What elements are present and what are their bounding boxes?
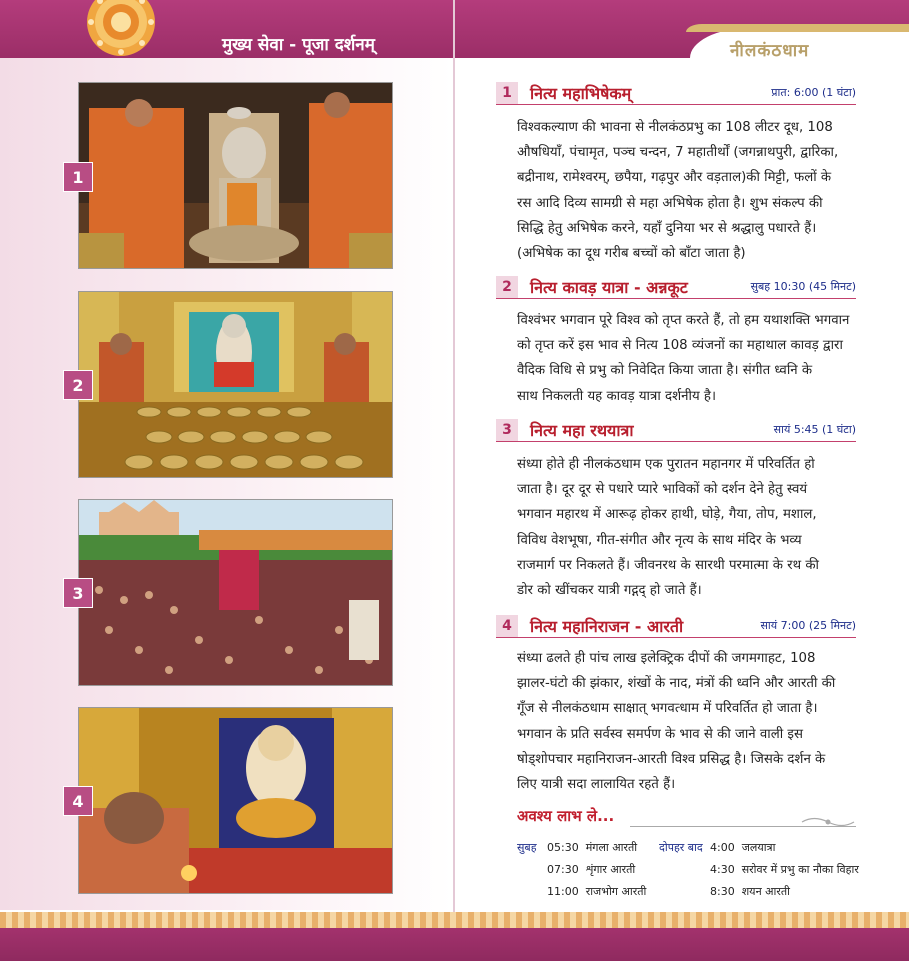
- section-2-line: विश्वंभर भगवान पूरे विश्व को तृप्त करते हैं, तो हम यथाशक्ति भगवान: [517, 313, 850, 328]
- section-3-line: डोर को खींचकर यात्री गद्गद् हो जाते हैं।: [517, 583, 702, 599]
- section-4-number: 4: [496, 615, 518, 637]
- schedule-event: राजभोग आरती: [585, 885, 647, 898]
- photo-rathyatra: [78, 499, 393, 686]
- section-4-line: गूँज से नीलकंठधाम साक्षात् भगवत्धाम में परिवर्तित हो जाता है।: [517, 701, 818, 717]
- schedule-row: [547, 884, 646, 899]
- section-2-body: [517, 308, 855, 409]
- section-3-line: विविध वेशभूषा, गीत-संगीत और नृत्य के साथ मंदिर के भव्य: [517, 532, 802, 548]
- photo-badge-2: 2: [63, 370, 93, 400]
- schedule-event: सरोवर में प्रभु का नौका विहार: [741, 863, 859, 876]
- section-3-line: भगवान महारथ में आरूढ़ होकर हाथी, घोड़े, गैया, तोप, मशाल,: [517, 507, 817, 523]
- photo-annakut: [78, 291, 393, 478]
- photo-badge-4: 4: [63, 786, 93, 816]
- section-4-line: लिए यात्री सदा लालायित रहते हैं।: [517, 777, 676, 793]
- schedule-time: 8:30: [710, 885, 735, 898]
- schedule-row: [710, 884, 790, 899]
- section-3-line: संध्या होते ही नीलकंठधाम एक पुरातन महानगर में परिवर्तित हो: [517, 457, 815, 472]
- photo-badge-1: 1: [63, 162, 93, 192]
- footer-band: [0, 912, 909, 961]
- section-2-line: वैदिक विधि से प्रभु को निवेदित किया जाता है। संगीत ध्वनि के: [517, 363, 813, 379]
- schedule-time: 07:30: [547, 863, 579, 876]
- section-1-line: बद्रीनाथ, रामेश्वरम्, छपैया, गढ़पुर और वड़ताल)की मिट्टी, फलों के: [517, 170, 832, 186]
- section-1-title: नित्य महाभिषेकम्: [530, 84, 632, 103]
- section-1-line: रस आदि दिव्य सामग्री से महा अभिषेक होता है। शुभ संकल्प की: [517, 195, 823, 211]
- section-3-header: [496, 419, 856, 442]
- schedule-morning-label: [517, 840, 537, 855]
- section-4-line: भगवान के प्रति सर्वस्व समर्पण के भाव से की जाने वाली इस: [517, 726, 803, 742]
- section-2-header: [496, 276, 856, 299]
- afternoon-label: दोपहर बाद: [659, 841, 703, 854]
- section-3-time: सायं 5:45 (1 घंटा): [773, 423, 856, 436]
- section-3-title: नित्य महा रथयात्रा: [530, 421, 634, 440]
- section-3-line: जाता है। दूर दूर से पधारे प्यारे भाविकों को दर्शन देने हेतु स्वयं: [517, 482, 808, 498]
- footer-pattern: [0, 912, 909, 928]
- section-2-time: सुबह 10:30 (45 मिनट): [750, 280, 856, 293]
- section-4-title: नित्य महानिराजन - आरती: [530, 617, 684, 636]
- schedule-time: 4:30: [710, 863, 735, 876]
- photo-badge-3: 3: [63, 578, 93, 608]
- page-title: मुख्य सेवा - पूजा दर्शनम्: [222, 35, 375, 55]
- schedule-row: [547, 862, 635, 877]
- schedule-time: 11:00: [547, 885, 579, 898]
- section-1-line: विश्वकल्याण की भावना से नीलकंठप्रभु का 108 लीटर दूध, 108: [517, 120, 833, 135]
- morning-label: सुबह: [517, 841, 537, 854]
- section-4-body: [517, 646, 855, 797]
- flourish-ornament-icon: [800, 815, 856, 829]
- section-4-line: झालर-घंटो की झंकार, शंखों के नाद, मंत्रों की ध्वनि और आरती की: [517, 676, 836, 692]
- photo-abhishek: [78, 82, 393, 269]
- schedule-row: [547, 840, 637, 855]
- section-2-line: को तृप्त करें इस भाव से नित्य 108 व्यंजनों का महाथाल कावड़ द्वारा: [517, 338, 843, 354]
- schedule-event: मंगला आरती: [585, 841, 638, 854]
- section-4-header: [496, 615, 856, 638]
- schedule-row: [710, 862, 859, 877]
- section-1-line: सिद्धि हेतु अभिषेक करने, यहाँ दुनिया भर से श्रद्धालु पधारते हैं।: [517, 220, 817, 236]
- benefit-title: अवश्य लाभ ले...: [517, 807, 615, 825]
- section-1-header: [496, 82, 856, 105]
- section-1-time: प्रात: 6:00 (1 घंटा): [771, 86, 856, 99]
- section-3-number: 3: [496, 419, 518, 441]
- schedule-time: 4:00: [710, 841, 735, 854]
- schedule-event: शृंगार आरती: [585, 863, 636, 876]
- mandala-ornament-icon: [84, 0, 158, 62]
- section-2-title: नित्य कावड़ यात्रा - अन्नकूट: [530, 278, 688, 297]
- schedule-row: [710, 840, 775, 855]
- section-4-line: संध्या ढलते ही पांच लाख इलेक्ट्रिक दीपों की जगमगाहट, 108: [517, 651, 816, 666]
- section-2-number: 2: [496, 276, 518, 298]
- brand-logo: नीलकंठधाम: [730, 41, 810, 61]
- page-divider: [453, 0, 455, 961]
- section-4-line: षोड्शोपचार महानिराजन-आरती विश्व प्रसिद्ध है। जिसके दर्शन के: [517, 751, 826, 767]
- section-1-line: (अभिषेक का दूध गरीब बच्चों को बाँटा जाता है): [517, 246, 746, 262]
- photo-aarti: [78, 707, 393, 894]
- schedule-afternoon-label: [659, 840, 703, 855]
- section-3-line: राजमार्ग पर निकलते हैं। जीवनरथ के सारथी परमात्मा के रथ की: [517, 557, 819, 573]
- schedule-event: शयन आरती: [741, 885, 791, 898]
- section-2-line: साथ निकलती यह कावड़ यात्रा दर्शनीय है।: [517, 388, 716, 404]
- section-3-body: [517, 452, 855, 603]
- schedule-time: 05:30: [547, 841, 579, 854]
- footer-bar: [0, 928, 909, 961]
- section-1-body: [517, 115, 855, 266]
- section-4-time: सायं 7:00 (25 मिनट): [760, 619, 856, 632]
- section-1-number: 1: [496, 82, 518, 104]
- section-1-line: औषधियाँ, पंचामृत, पञ्च चन्दन, 7 महातीर्थों (जगन्नाथपुरी, द्वारिका,: [517, 145, 839, 161]
- schedule-event: जलयात्रा: [741, 841, 776, 854]
